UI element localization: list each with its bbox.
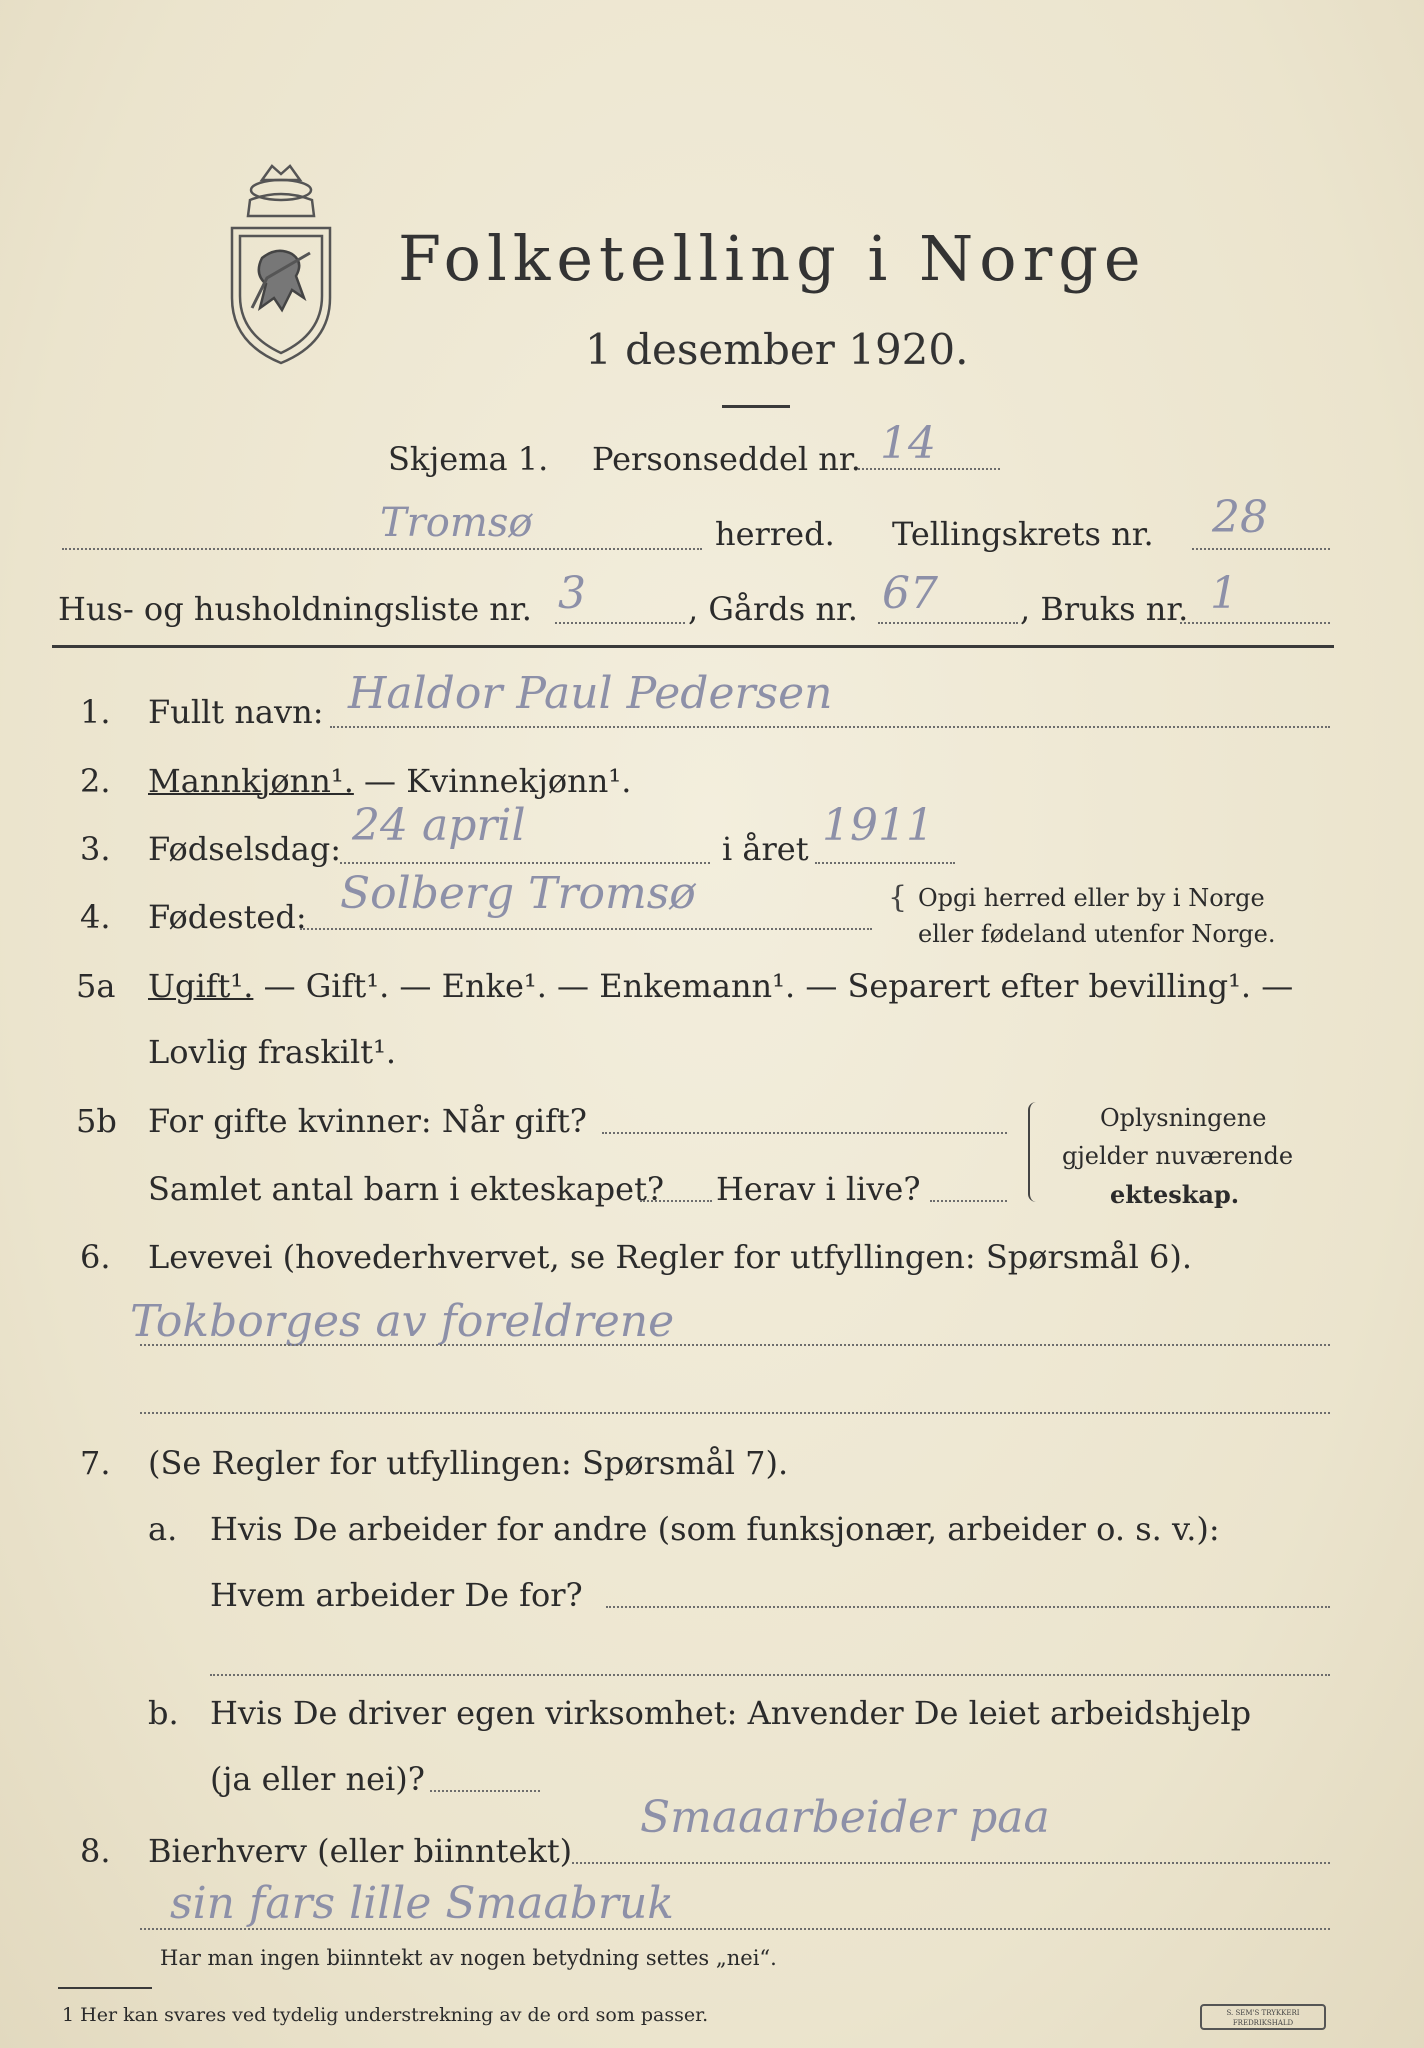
q8-side-income-value1[interactable]: Smaaarbeider paa — [640, 1792, 1050, 1843]
q6-number: 6. — [80, 1238, 111, 1276]
personseddel-value[interactable]: 14 — [880, 418, 936, 469]
herred-value[interactable]: Tromsø — [380, 500, 533, 546]
hus-label: Hus- og husholdningsliste nr. — [58, 590, 532, 628]
q7a-question: Hvis De arbeider for andre (som funksjonær, arbeider o. s. v.): — [210, 1510, 1220, 1548]
personseddel-label: Personseddel nr. — [592, 440, 861, 478]
q5a-other-options[interactable]: — Gift¹. — Enke¹. — Enkemann¹. — Separert efter bevilling¹. — — [263, 967, 1294, 1005]
q7a-employer-label: Hvem arbeider De for? — [210, 1576, 583, 1614]
q5b-bracket — [1028, 1102, 1036, 1202]
q7-label: (Se Regler for utfyllingen: Spørsmål 7). — [148, 1444, 789, 1482]
q2-option-female[interactable]: Kvinnekjønn¹. — [406, 762, 632, 800]
q5b-note-line3: ekteskap. — [1110, 1180, 1240, 1209]
q6-line2 — [140, 1412, 1330, 1414]
herred-line — [62, 548, 702, 550]
title-divider — [722, 405, 790, 408]
tellingskrets-line — [1192, 548, 1330, 550]
q7b-letter: b. — [148, 1694, 179, 1732]
q7a-employer-line2 — [210, 1674, 1330, 1676]
q1-number: 1. — [80, 693, 111, 731]
q8-line1 — [572, 1862, 1330, 1864]
q5b-children-line — [640, 1200, 712, 1202]
q3-year-label: i året — [722, 830, 809, 868]
q8-label: Bierhverv (eller biinntekt) — [148, 1832, 573, 1870]
q7b-yesno-line — [430, 1790, 540, 1792]
q1-fullname-value[interactable]: Haldor Paul Pedersen — [348, 668, 833, 719]
q7a-letter: a. — [148, 1510, 178, 1548]
q5b-note-line2: gjelder nuværende — [1062, 1142, 1294, 1170]
q4-birthplace-value[interactable]: Solberg Tromsø — [340, 868, 696, 919]
q3-birthday-value[interactable]: 24 april — [352, 800, 526, 851]
skjema-label: Skjema 1. — [388, 440, 549, 478]
q4-number: 4. — [80, 898, 111, 936]
hus-line — [555, 622, 685, 624]
gards-line — [878, 622, 1018, 624]
herred-label: herred. — [715, 515, 835, 553]
q5b-children-label: Samlet antal barn i ekteskapet? — [148, 1170, 665, 1208]
q3-year-line — [815, 862, 955, 864]
footer-note: Har man ingen biinntekt av nogen betydning settes „nei“. — [160, 1946, 777, 1970]
q5a-options — [148, 967, 1293, 1005]
q2-number: 2. — [80, 762, 111, 800]
q4-brace: { — [888, 880, 908, 915]
coat-of-arms-icon — [222, 158, 340, 368]
q5b-alive-line — [930, 1200, 1007, 1202]
q2-option-male[interactable]: Mannkjønn¹. — [148, 762, 354, 800]
q5b-alive-label: Herav i live? — [716, 1170, 921, 1208]
q3-line — [340, 862, 710, 864]
q8-side-income-value2[interactable]: sin fars lille Smaabruk — [170, 1878, 674, 1929]
q4-note-line1: Opgi herred eller by i Norge — [918, 884, 1265, 912]
bruks-line — [1180, 622, 1330, 624]
gards-value[interactable]: 67 — [882, 568, 938, 619]
q4-note-line2: eller fødeland utenfor Norge. — [918, 920, 1276, 948]
q7a-employer-line1 — [606, 1606, 1330, 1608]
tellingskrets-label: Tellingskrets nr. — [892, 515, 1154, 553]
q7b-yesno-label: (ja eller nei)? — [210, 1760, 425, 1798]
footnote: 1 Her kan svares ved tydelig understrekning av de ord som passer. — [62, 2004, 709, 2026]
q5b-married-label: For gifte kvinner: Når gift? — [148, 1102, 587, 1140]
q5b-note-line1: Oplysningene — [1100, 1104, 1267, 1132]
q4-line — [300, 928, 872, 930]
q3-label: Fødselsdag: — [148, 830, 342, 868]
census-date: 1 desember 1920. — [585, 325, 969, 374]
form-title: Folketelling i Norge — [398, 222, 1147, 295]
printer-stamp: S. SEM'S TRYKKERI FREDRIKSHALD — [1200, 2004, 1326, 2030]
footnote-rule — [58, 1987, 152, 1989]
header-rule — [52, 645, 1334, 648]
q1-line — [330, 726, 1330, 728]
q5b-married-line — [602, 1132, 1007, 1134]
q4-label: Fødested: — [148, 898, 307, 936]
q7-number: 7. — [80, 1444, 111, 1482]
q3-year-value[interactable]: 1911 — [822, 800, 934, 851]
q8-number: 8. — [80, 1832, 111, 1870]
q6-occupation-value[interactable]: Tokborges av foreldrene — [130, 1296, 675, 1347]
q3-number: 3. — [80, 830, 111, 868]
q5b-number: 5b — [76, 1102, 117, 1140]
q5a-option-divorced[interactable]: Lovlig fraskilt¹. — [148, 1033, 397, 1071]
hus-value[interactable]: 3 — [558, 568, 586, 619]
q5a-option-unmarried[interactable]: Ugift¹. — [148, 967, 254, 1005]
q6-line1 — [140, 1344, 1330, 1346]
q1-label: Fullt navn: — [148, 693, 324, 731]
tellingskrets-value[interactable]: 28 — [1212, 492, 1268, 543]
q8-line2 — [140, 1928, 1330, 1930]
bruks-value[interactable]: 1 — [1210, 568, 1238, 619]
q6-label: Levevei (hovederhvervet, se Regler for utfyllingen: Spørsmål 6). — [148, 1238, 1193, 1276]
q2-separator: — — [353, 762, 407, 800]
q5a-number: 5a — [76, 967, 116, 1005]
bruks-label: , Bruks nr. — [1020, 590, 1189, 628]
gards-label: , Gårds nr. — [688, 590, 858, 628]
q2-options — [148, 762, 631, 800]
q7b-question: Hvis De driver egen virksomhet: Anvender De leiet arbeidshjelp — [210, 1694, 1252, 1732]
